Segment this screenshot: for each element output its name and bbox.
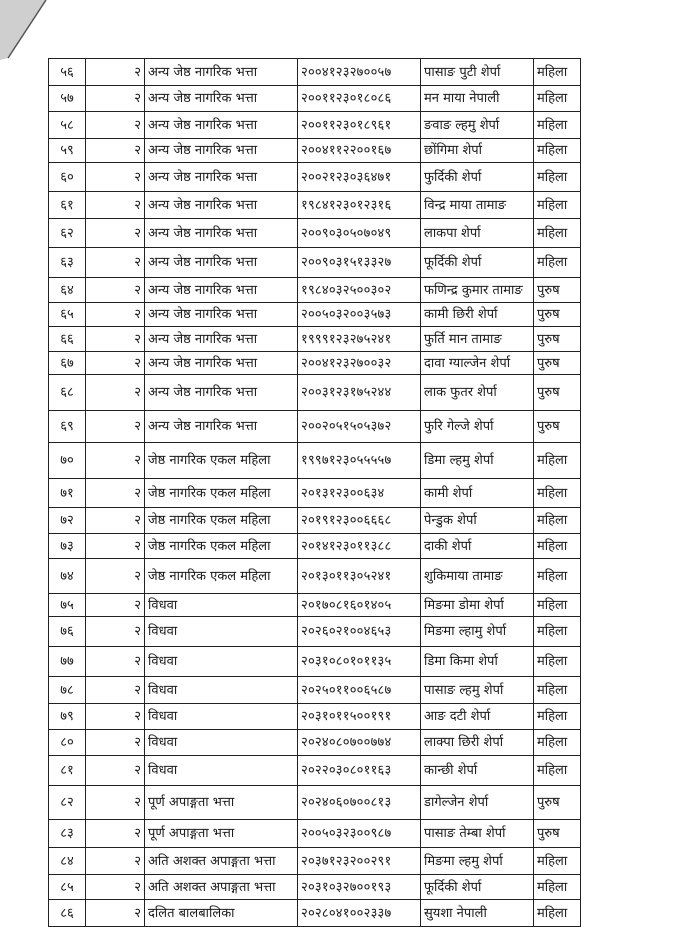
gender-cell: महिला — [534, 59, 581, 86]
beneficiary-id-cell: १९८४०३२५००३०२ — [298, 278, 421, 303]
table-row — [49, 647, 581, 677]
ward-number-cell: २ — [86, 875, 145, 900]
serial-number-cell: ६७ — [49, 352, 86, 375]
beneficiary-name-cell: कामी शेर्पा — [421, 479, 534, 508]
gender-cell: महिला — [534, 86, 581, 112]
beneficiary-name-cell: फुर्ति मान तामाङ — [421, 327, 534, 352]
serial-number-cell: ८१ — [49, 756, 86, 786]
ward-number-cell: २ — [86, 594, 145, 617]
gender-cell: पुरुष — [534, 820, 581, 848]
gender-cell: महिला — [534, 443, 581, 479]
beneficiary-name-cell: शुकिमाया तामाङ — [421, 559, 534, 594]
beneficiary-id-cell: २००४१२३२७००५७ — [298, 59, 421, 86]
table-row — [49, 248, 581, 278]
serial-number-cell: ६४ — [49, 278, 86, 303]
beneficiary-id-cell: २०२२०३०८०११६३ — [298, 756, 421, 786]
beneficiary-id-cell: १९८४१२३०१२३१६ — [298, 192, 421, 219]
table-row — [49, 327, 581, 352]
ward-number-cell: २ — [86, 327, 145, 352]
allowance-type-cell: जेष्ठ नागरिक एकल महिला — [145, 534, 298, 559]
table-row — [49, 677, 581, 704]
ward-number-cell: २ — [86, 443, 145, 479]
beneficiary-id-cell: १९९९१२३२७५२४१ — [298, 327, 421, 352]
beneficiary-name-cell: डिमा ल्हमु शेर्पा — [421, 443, 534, 479]
ward-number-cell: २ — [86, 352, 145, 375]
beneficiary-id-cell: २०२४०६०७००८१३ — [298, 786, 421, 820]
ward-number-cell: २ — [86, 278, 145, 303]
allowance-type-cell: अन्य जेष्ठ नागरिक भत्ता — [145, 163, 298, 192]
beneficiary-id-cell: २००५०३२००३५७३ — [298, 303, 421, 327]
table-row — [49, 900, 581, 927]
allowance-type-cell: पूर्ण अपाङ्गता भत्ता — [145, 820, 298, 848]
allowance-type-cell: विधवा — [145, 730, 298, 756]
ward-number-cell: २ — [86, 248, 145, 278]
beneficiary-id-cell: २०१९१२३००६६६८ — [298, 508, 421, 534]
beneficiary-id-cell: २००५०३२३००९८७ — [298, 820, 421, 848]
beneficiary-name-cell: कामी छिरी शेर्पा — [421, 303, 534, 327]
beneficiary-table-body — [49, 59, 581, 927]
serial-number-cell: ८४ — [49, 848, 86, 875]
gender-cell: महिला — [534, 534, 581, 559]
ward-number-cell: २ — [86, 59, 145, 86]
beneficiary-id-cell: २००४१२३२७००३२ — [298, 352, 421, 375]
allowance-type-cell: विधवा — [145, 617, 298, 647]
beneficiary-name-cell: दाकी शेर्पा — [421, 534, 534, 559]
serial-number-cell: ७८ — [49, 677, 86, 704]
gender-cell: महिला — [534, 617, 581, 647]
serial-number-cell: ८५ — [49, 875, 86, 900]
allowance-type-cell: जेष्ठ नागरिक एकल महिला — [145, 508, 298, 534]
allowance-type-cell: अन्य जेष्ठ नागरिक भत्ता — [145, 192, 298, 219]
gender-cell: महिला — [534, 704, 581, 730]
beneficiary-name-cell: दावा ग्याल्जेन शेर्पा — [421, 352, 534, 375]
ward-number-cell: २ — [86, 219, 145, 248]
table-row — [49, 59, 581, 86]
beneficiary-id-cell: २००११२३०१८९६१ — [298, 112, 421, 139]
table-row — [49, 443, 581, 479]
allowance-type-cell: विधवा — [145, 756, 298, 786]
serial-number-cell: ८६ — [49, 900, 86, 927]
ward-number-cell: २ — [86, 411, 145, 443]
table-row — [49, 848, 581, 875]
ward-number-cell: २ — [86, 786, 145, 820]
allowance-type-cell: अन्य जेष्ठ नागरिक भत्ता — [145, 352, 298, 375]
table-row — [49, 534, 581, 559]
beneficiary-id-cell: २०३१०३२७००१९३ — [298, 875, 421, 900]
serial-number-cell: ६९ — [49, 411, 86, 443]
table-row — [49, 352, 581, 375]
gender-cell: महिला — [534, 594, 581, 617]
ward-number-cell: २ — [86, 730, 145, 756]
gender-cell: महिला — [534, 219, 581, 248]
serial-number-cell: ८० — [49, 730, 86, 756]
allowance-type-cell: अन्य जेष्ठ नागरिक भत्ता — [145, 59, 298, 86]
allowance-type-cell: अन्य जेष्ठ नागरिक भत्ता — [145, 219, 298, 248]
gender-cell: महिला — [534, 248, 581, 278]
serial-number-cell: ५८ — [49, 112, 86, 139]
beneficiary-name-cell: फूर्दिकी शेर्पा — [421, 248, 534, 278]
table-row — [49, 411, 581, 443]
table-row — [49, 479, 581, 508]
beneficiary-name-cell: लाक्पा छिरी शेर्पा — [421, 730, 534, 756]
ward-number-cell: २ — [86, 303, 145, 327]
allowance-type-cell: अन्य जेष्ठ नागरिक भत्ता — [145, 112, 298, 139]
beneficiary-id-cell: २००२१२३०३६४७१ — [298, 163, 421, 192]
ward-number-cell: २ — [86, 820, 145, 848]
ward-number-cell: २ — [86, 508, 145, 534]
beneficiary-name-cell: पासाङ पुटी शेर्पा — [421, 59, 534, 86]
gender-cell: महिला — [534, 647, 581, 677]
beneficiary-name-cell: डिमा किमा शेर्पा — [421, 647, 534, 677]
serial-number-cell: ७२ — [49, 508, 86, 534]
allowance-type-cell: अन्य जेष्ठ नागरिक भत्ता — [145, 327, 298, 352]
beneficiary-name-cell: मिङमा ल्हमु शेर्पा — [421, 848, 534, 875]
table-row — [49, 786, 581, 820]
gender-cell: महिला — [534, 875, 581, 900]
table-row — [49, 375, 581, 411]
table-row — [49, 594, 581, 617]
allowance-type-cell: अन्य जेष्ठ नागरिक भत्ता — [145, 411, 298, 443]
serial-number-cell: ६५ — [49, 303, 86, 327]
beneficiary-name-cell: मिङमा ल्हामु शेर्पा — [421, 617, 534, 647]
serial-number-cell: ५७ — [49, 86, 86, 112]
serial-number-cell: ५६ — [49, 59, 86, 86]
allowance-type-cell: अन्य जेष्ठ नागरिक भत्ता — [145, 139, 298, 163]
beneficiary-id-cell: १९९७१२३०५५५५७ — [298, 443, 421, 479]
table-row — [49, 163, 581, 192]
table-row — [49, 730, 581, 756]
table-row — [49, 559, 581, 594]
beneficiary-name-cell: विन्द्र माया तामाङ — [421, 192, 534, 219]
allowance-type-cell: जेष्ठ नागरिक एकल महिला — [145, 559, 298, 594]
gender-cell: महिला — [534, 900, 581, 927]
beneficiary-name-cell: फुर्दिकी शेर्पा — [421, 163, 534, 192]
allowance-type-cell: अन्य जेष्ठ नागरिक भत्ता — [145, 303, 298, 327]
beneficiary-id-cell: २००११२३०१८०८६ — [298, 86, 421, 112]
allowance-type-cell: अन्य जेष्ठ नागरिक भत्ता — [145, 375, 298, 411]
allowance-type-cell: अति अशक्त अपाङ्गता भत्ता — [145, 875, 298, 900]
allowance-type-cell: जेष्ठ नागरिक एकल महिला — [145, 443, 298, 479]
allowance-type-cell: अन्य जेष्ठ नागरिक भत्ता — [145, 278, 298, 303]
gender-cell: पुरुष — [534, 352, 581, 375]
ward-number-cell: २ — [86, 534, 145, 559]
beneficiary-name-cell: फूर्दिकी शेर्पा — [421, 875, 534, 900]
serial-number-cell: ७४ — [49, 559, 86, 594]
ward-number-cell: २ — [86, 139, 145, 163]
gender-cell: महिला — [534, 756, 581, 786]
gender-cell: महिला — [534, 730, 581, 756]
serial-number-cell: ८२ — [49, 786, 86, 820]
beneficiary-id-cell: २०१३१२३००६३४ — [298, 479, 421, 508]
gender-cell: महिला — [534, 112, 581, 139]
ward-number-cell: २ — [86, 86, 145, 112]
serial-number-cell: ७९ — [49, 704, 86, 730]
ward-number-cell: २ — [86, 756, 145, 786]
table-row — [49, 278, 581, 303]
beneficiary-name-cell: फुरि गेल्जे शेर्पा — [421, 411, 534, 443]
serial-number-cell: ६२ — [49, 219, 86, 248]
table-row — [49, 704, 581, 730]
beneficiary-name-cell: मिङमा डोमा शेर्पा — [421, 594, 534, 617]
serial-number-cell: ६० — [49, 163, 86, 192]
table-row — [49, 219, 581, 248]
beneficiary-name-cell: लाक फुतर शेर्पा — [421, 375, 534, 411]
allowance-type-cell: विधवा — [145, 647, 298, 677]
allowance-type-cell: दलित बालबालिका — [145, 900, 298, 927]
ward-number-cell: २ — [86, 479, 145, 508]
beneficiary-name-cell: छोंगिमा शेर्पा — [421, 139, 534, 163]
serial-number-cell: ६३ — [49, 248, 86, 278]
gender-cell: महिला — [534, 508, 581, 534]
beneficiary-name-cell: पेन्डुक शेर्पा — [421, 508, 534, 534]
beneficiary-id-cell: २०२८०४१००२३३७ — [298, 900, 421, 927]
allowance-type-cell: विधवा — [145, 704, 298, 730]
ward-number-cell: २ — [86, 112, 145, 139]
beneficiary-id-cell: २०२५०११००६५८७ — [298, 677, 421, 704]
ward-number-cell: २ — [86, 559, 145, 594]
beneficiary-id-cell: २०२४०८०७००७७४ — [298, 730, 421, 756]
beneficiary-id-cell: २०३७१२३२००२९१ — [298, 848, 421, 875]
beneficiary-name-cell: पासाङ तेम्बा शेर्पा — [421, 820, 534, 848]
beneficiary-id-cell: २०३१०८०१०११३५ — [298, 647, 421, 677]
beneficiary-name-cell: कान्छी शेर्पा — [421, 756, 534, 786]
gender-cell: पुरुष — [534, 786, 581, 820]
table-row — [49, 508, 581, 534]
table-row — [49, 86, 581, 112]
serial-number-cell: ८३ — [49, 820, 86, 848]
gender-cell: महिला — [534, 192, 581, 219]
ward-number-cell: २ — [86, 677, 145, 704]
gender-cell: महिला — [534, 677, 581, 704]
gender-cell: महिला — [534, 848, 581, 875]
beneficiary-id-cell: २००४११२२००१६७ — [298, 139, 421, 163]
allowance-type-cell: अति अशक्त अपाङ्गता भत्ता — [145, 848, 298, 875]
allowance-type-cell: अन्य जेष्ठ नागरिक भत्ता — [145, 248, 298, 278]
beneficiary-name-cell: आङ दटी शेर्पा — [421, 704, 534, 730]
ward-number-cell: २ — [86, 647, 145, 677]
beneficiary-name-cell: फणिन्द्र कुमार तामाङ — [421, 278, 534, 303]
table-row — [49, 820, 581, 848]
allowance-type-cell: अन्य जेष्ठ नागरिक भत्ता — [145, 86, 298, 112]
beneficiary-id-cell: २०१७०८१६०१४०५ — [298, 594, 421, 617]
beneficiary-id-cell: २००९०३०५०७०४९ — [298, 219, 421, 248]
beneficiary-name-cell: मन माया नेपाली — [421, 86, 534, 112]
ward-number-cell: २ — [86, 163, 145, 192]
serial-number-cell: ७७ — [49, 647, 86, 677]
ward-number-cell: २ — [86, 617, 145, 647]
beneficiary-name-cell: सुयशा नेपाली — [421, 900, 534, 927]
beneficiary-name-cell: लाकपा शेर्पा — [421, 219, 534, 248]
gender-cell: महिला — [534, 163, 581, 192]
gender-cell: पुरुष — [534, 411, 581, 443]
serial-number-cell: ५९ — [49, 139, 86, 163]
allowance-type-cell: जेष्ठ नागरिक एकल महिला — [145, 479, 298, 508]
beneficiary-name-cell: पासाङ ल्हमु शेर्पा — [421, 677, 534, 704]
beneficiary-name-cell: ङवाङ ल्हमु शेर्पा — [421, 112, 534, 139]
serial-number-cell: ६६ — [49, 327, 86, 352]
table-row — [49, 139, 581, 163]
table-row — [49, 303, 581, 327]
beneficiary-id-cell: २००२०५१५०५३७२ — [298, 411, 421, 443]
allowance-type-cell: विधवा — [145, 594, 298, 617]
table-row — [49, 617, 581, 647]
beneficiary-id-cell: २००३१२३१७५२४४ — [298, 375, 421, 411]
serial-number-cell: ६८ — [49, 375, 86, 411]
beneficiary-id-cell: २०२६०२१००४६५३ — [298, 617, 421, 647]
allowance-type-cell: पूर्ण अपाङ्गता भत्ता — [145, 786, 298, 820]
gender-cell: महिला — [534, 559, 581, 594]
ward-number-cell: २ — [86, 704, 145, 730]
table-row — [49, 192, 581, 219]
ward-number-cell: २ — [86, 375, 145, 411]
beneficiary-id-cell: २०१३०११३०५२४१ — [298, 559, 421, 594]
gender-cell: महिला — [534, 479, 581, 508]
beneficiary-id-cell: २००९०३१५१३३२७ — [298, 248, 421, 278]
table-row — [49, 756, 581, 786]
serial-number-cell: ७३ — [49, 534, 86, 559]
beneficiary-id-cell: २०३१०११५००१९१ — [298, 704, 421, 730]
serial-number-cell: ७१ — [49, 479, 86, 508]
ward-number-cell: २ — [86, 192, 145, 219]
table-row — [49, 875, 581, 900]
beneficiary-id-cell: २०१४१२३०११३८८ — [298, 534, 421, 559]
gender-cell: पुरुष — [534, 303, 581, 327]
serial-number-cell: ७० — [49, 443, 86, 479]
beneficiary-table — [48, 58, 581, 927]
serial-number-cell: ७५ — [49, 594, 86, 617]
page-corner-shadow — [0, 0, 60, 60]
gender-cell: पुरुष — [534, 327, 581, 352]
serial-number-cell: ६१ — [49, 192, 86, 219]
ward-number-cell: २ — [86, 848, 145, 875]
allowance-type-cell: विधवा — [145, 677, 298, 704]
gender-cell: महिला — [534, 139, 581, 163]
serial-number-cell: ७६ — [49, 617, 86, 647]
beneficiary-name-cell: डागेल्जेन शेर्पा — [421, 786, 534, 820]
table-row — [49, 112, 581, 139]
gender-cell: पुरुष — [534, 375, 581, 411]
ward-number-cell: २ — [86, 900, 145, 927]
gender-cell: पुरुष — [534, 278, 581, 303]
